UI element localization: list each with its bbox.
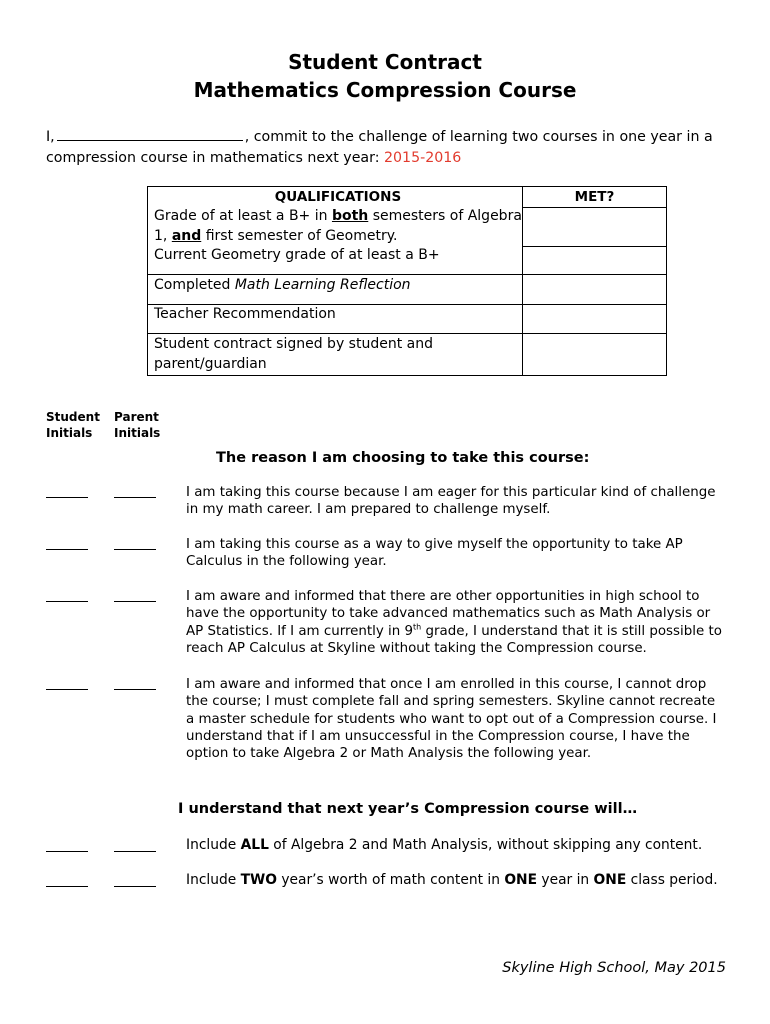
reason-heading: The reason I am choosing to take this course: — [216, 450, 590, 466]
name-blank[interactable] — [57, 126, 243, 141]
student-initial-blank[interactable] — [46, 886, 88, 887]
qualification-teacher-recommendation: Teacher Recommendation — [154, 306, 336, 322]
qualification-contract-signed: Student contract signed by student and parent/guardian — [154, 336, 433, 372]
qualification-grade: Grade of at least a B+ in both semesters of Algebra 1, and first semester of Geometry. Current Geometry grade of at least a B+ — [154, 208, 522, 263]
student-initial-blank[interactable] — [46, 497, 88, 498]
student-initial-blank[interactable] — [46, 601, 88, 602]
qualification-current-geometry: Current Geometry grade of at least a B+ — [154, 247, 440, 263]
table-divider — [522, 246, 666, 247]
course-statement: Include TWO year’s worth of math content in ONE year in ONE class period. — [186, 872, 718, 888]
school-year: 2015-2016 — [384, 150, 462, 166]
contract-title: Student Contract — [288, 50, 482, 74]
qualifications-table — [147, 186, 667, 376]
table-column-divider — [522, 187, 523, 375]
met-header: MET? — [574, 189, 615, 205]
qualification-reflection: Completed Math Learning Reflection — [154, 277, 411, 293]
footer-school-date: Skyline High School, May 2015 — [502, 960, 726, 976]
table-divider — [522, 207, 666, 208]
reason-statement: I am aware and informed that once I am enrolled in this course, I cannot drop the course; I must complete fall and spring semesters. Skyline cannot recreate a master schedule for students who want to opt out of a Compression course. I understand that if I am unsuccessful in the Compression course, I have the option to take Algebra 2 or Math Analysis the following year. — [186, 677, 717, 762]
intro-prefix: I, — [46, 129, 55, 145]
parent-initial-blank[interactable] — [114, 497, 156, 498]
parent-initial-blank[interactable] — [114, 689, 156, 690]
student-initial-blank[interactable] — [46, 689, 88, 690]
parent-initials-header: Parent Initials — [114, 410, 161, 440]
table-row-divider — [148, 274, 666, 275]
student-initials-header: Student Initials — [46, 410, 100, 440]
parent-initial-blank[interactable] — [114, 886, 156, 887]
reason-statement: I am aware and informed that there are other opportunities in high school to have the opportunity to take advanced mathematics such as Math Analysis or AP Statistics. If I am currently in 9th grade, I understand that it is still possible to reach AP Calculus at Skyline without taking the Compression course. — [186, 589, 722, 656]
parent-initial-blank[interactable] — [114, 549, 156, 550]
student-initial-blank[interactable] — [46, 549, 88, 550]
compression-course-heading: I understand that next year’s Compression course will… — [178, 801, 638, 817]
course-title: Mathematics Compression Course — [193, 78, 577, 102]
qualifications-header: QUALIFICATIONS — [274, 189, 402, 205]
intro-text: , commit to the challenge of learning two courses in one year in a compression course in mathematics next year: — [46, 129, 713, 166]
reason-statement: I am taking this course because I am eager for this particular kind of challenge in my math career. I am prepared to challenge myself. — [186, 485, 716, 518]
parent-initial-blank[interactable] — [114, 851, 156, 852]
table-row-divider — [148, 333, 666, 334]
course-statement: Include ALL of Algebra 2 and Math Analysis, without skipping any content. — [186, 837, 703, 853]
parent-initial-blank[interactable] — [114, 601, 156, 602]
reason-statement: I am taking this course as a way to give myself the opportunity to take AP Calculus in the following year. — [186, 537, 683, 570]
commitment-statement — [46, 126, 736, 169]
student-initial-blank[interactable] — [46, 851, 88, 852]
